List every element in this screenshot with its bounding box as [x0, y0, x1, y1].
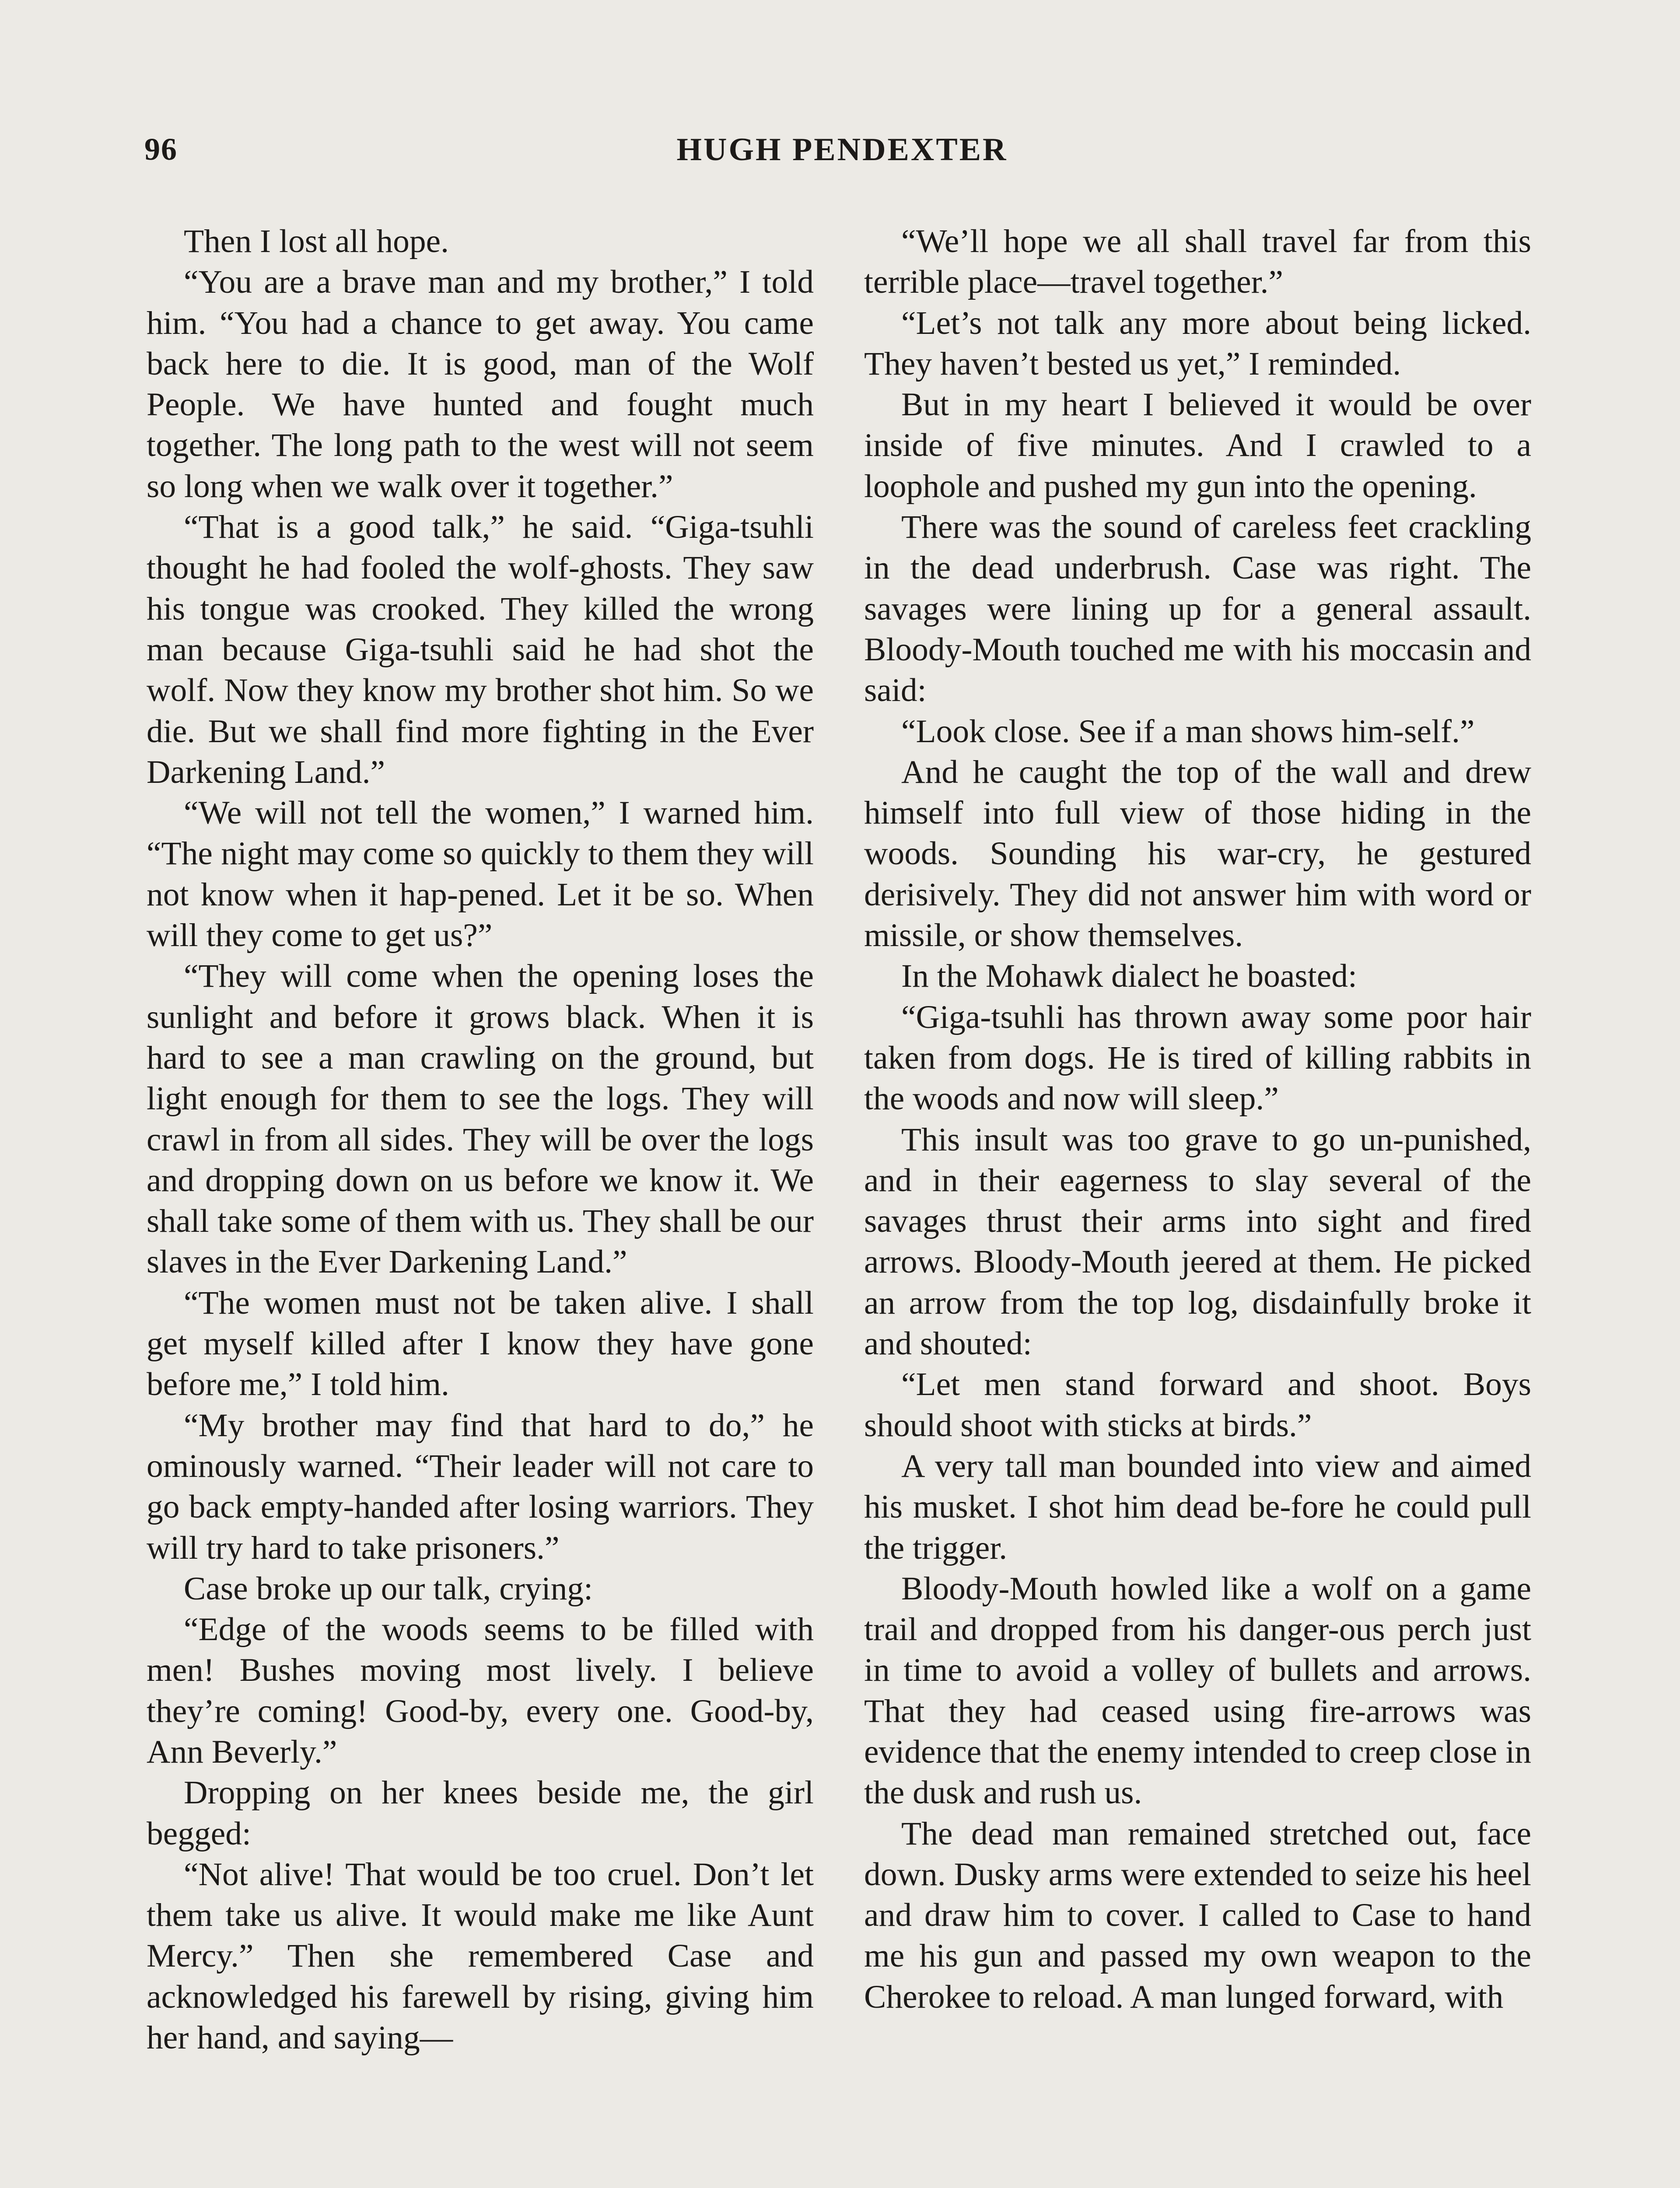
paragraph: “My brother may find that hard to do,” he ominously warned. “Their leader will not care to go back empty-handed after losing warriors. They will try hard to take prisoners.” [147, 1407, 814, 1566]
paragraph: “Giga-tsuhli has thrown away some poor hair taken from dogs. He is tired of killing rabbits in the woods and now will sleep.” [864, 999, 1531, 1117]
paragraph: Case broke up our talk, crying: [184, 1570, 593, 1607]
paragraph: “Look close. See if a man shows him-self.” [901, 713, 1475, 750]
paragraph: “Not alive! That would be too cruel. Don’t let them take us alive. It would make me like Aunt Mercy.” Then she remembered Case and acknowledged his farewell by rising, giving him her hand, and saying— [147, 1856, 814, 2056]
right-column [864, 221, 1531, 2017]
paragraph: There was the sound of careless feet crackling in the dead underbrush. Case was right. The savages were lining up for a general assault. Bloody-Mouth touched me with his moccasin and said: [864, 509, 1531, 709]
paragraph: “Let men stand forward and shoot. Boys should shoot with sticks at birds.” [864, 1366, 1531, 1444]
page-number: 96 [144, 132, 178, 167]
paragraph: The dead man remained stretched out, face down. Dusky arms were extended to seize his heel and draw him to cover. I called to Case to hand me his gun and passed my own weapon to the Cherokee to reload. A man lunged forward, with [864, 1815, 1531, 2015]
left-column [147, 221, 814, 2058]
paragraph: “Let’s not talk any more about being licked. They haven’t bested us yet,” I reminded. [864, 305, 1531, 382]
paragraph: This insult was too grave to go un-punished, and in their eagerness to slay several of the savages thrust their arms into sight and fired arrows. Bloody-Mouth jeered at them. He picked an arrow from the top log, disdainfully broke it and shouted: [864, 1121, 1531, 1362]
paragraph: “We’ll hope we all shall travel far from this terrible place—travel together.” [864, 223, 1531, 301]
paragraph: “They will come when the opening loses the sunlight and before it grows black. When it is hard to see a man crawling on the ground, but light enough for them to see the logs. They will crawl in from all sides. They will be over the logs and dropping down on us before we know it. We shall take some of them with us. They shall be our slaves in the Ever Darkening Land.” [147, 958, 814, 1280]
paragraph: Then I lost all hope. [184, 223, 449, 259]
page-header [144, 131, 1540, 175]
paragraph: “You are a brave man and my brother,” I told him. “You had a chance to get away. You came back here to die. It is good, man of the Wolf People. We have hunted and fought much together. The long path to the west will not seem so long when we walk over it together.” [147, 264, 814, 505]
paragraph: And he caught the top of the wall and drew himself into full view of those hiding in the woods. Sounding his war-cry, he gestured derisively. They did not answer him with word or missile, or show themselves. [864, 754, 1531, 954]
paragraph: Dropping on her knees beside me, the girl begged: [147, 1774, 814, 1852]
paragraph: “The women must not be taken alive. I shall get myself killed after I know they have gone before me,” I told him. [147, 1284, 814, 1403]
running-head: HUGH PENDEXTER [676, 132, 1008, 168]
paragraph: “That is a good talk,” he said. “Giga-tsuhli thought he had fooled the wolf-ghosts. They saw his tongue was crooked. They killed the wrong man because Giga-tsuhli said he had shot the wolf. Now they know my brother shot him. So we die. But we shall find more fighting in the Ever Darkening Land.” [147, 509, 814, 790]
paragraph: “We will not tell the women,” I warned him. “The night may come so quickly to them they will not know when it hap-pened. Let it be so. When will they come to get us?” [147, 795, 814, 954]
paragraph: In the Mohawk dialect he boasted: [901, 958, 1357, 995]
paragraph: “Edge of the woods seems to be filled with men! Bushes moving most lively. I believe they’re coming! Good-by, every one. Good-by, Ann Beverly.” [147, 1611, 814, 1770]
paragraph: But in my heart I believed it would be over inside of five minutes. And I crawled to a loophole and pushed my gun into the opening. [864, 386, 1531, 505]
paragraph: A very tall man bounded into view and aimed his musket. I shot him dead be-fore he could pull the trigger. [864, 1448, 1531, 1566]
paragraph: Bloody-Mouth howled like a wolf on a game trail and dropped from his danger-ous perch just in time to avoid a volley of bullets and arrows. That they had ceased using fire-arrows was evidence that the enemy intended to creep close in the dusk and rush us. [864, 1570, 1531, 1811]
